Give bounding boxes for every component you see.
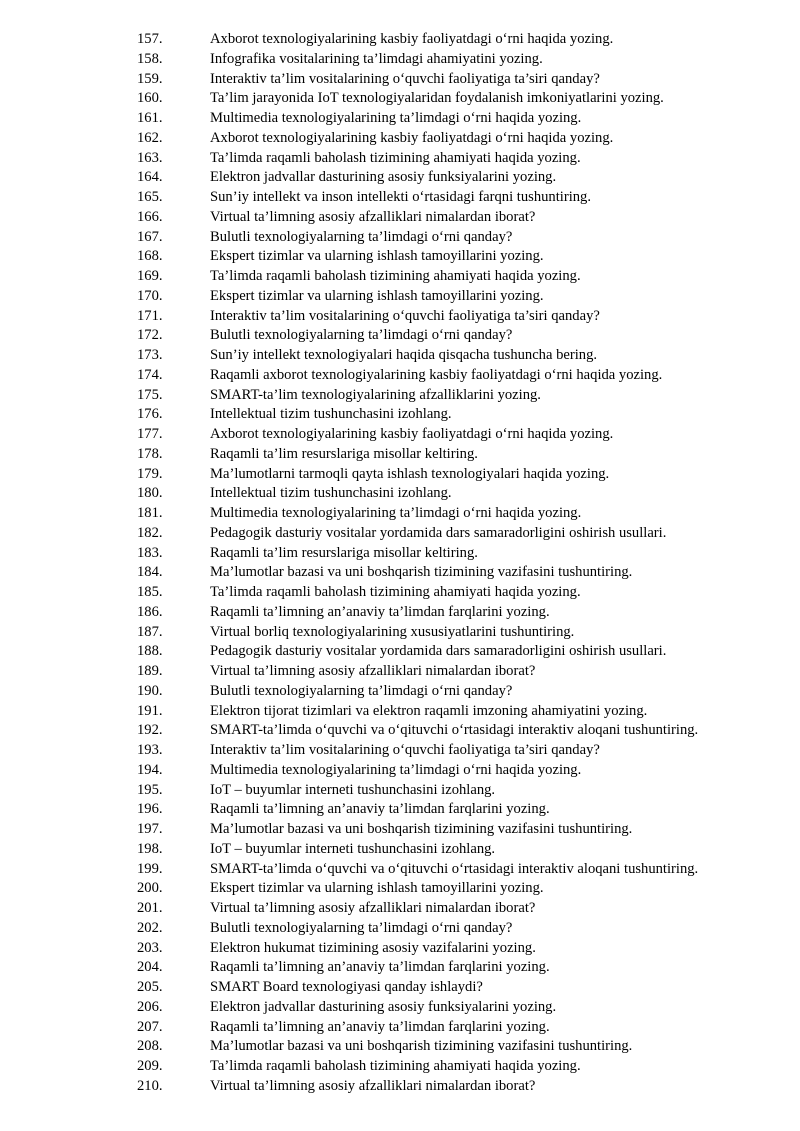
question-list	[0, 30, 800, 1097]
list-item	[0, 1037, 800, 1057]
list-item	[0, 623, 800, 643]
item-text: Multimedia texnologiyalarining ta’limdagi o‘rni haqida yozing.	[210, 761, 582, 778]
item-number: 209.	[137, 1058, 163, 1074]
list-item	[0, 800, 800, 820]
item-text: Infografika vositalarining ta’limdagi ahamiyatini yozing.	[210, 50, 543, 67]
item-number: 193.	[137, 742, 163, 758]
item-number: 176.	[137, 406, 163, 423]
list-item	[0, 425, 800, 445]
item-text: Ta’limda raqamli baholash tizimining ahamiyati haqida yozing.	[210, 584, 581, 600]
list-item	[0, 682, 800, 702]
item-number: 187.	[137, 623, 163, 640]
item-text: Raqamli ta’limning an’anaviy ta’limdan farqlarini yozing.	[210, 959, 550, 976]
item-text: Raqamli ta’limning an’anaviy ta’limdan farqlarini yozing.	[210, 801, 550, 818]
item-number: 180.	[137, 485, 163, 502]
list-item	[0, 958, 800, 978]
list-item	[0, 603, 800, 623]
list-item	[0, 405, 800, 425]
item-text: Virtual ta’limning asosiy afzalliklari nimalardan iborat?	[210, 900, 536, 916]
item-text: Bulutli texnologiyalarning ta’limdagi o‘rni qanday?	[210, 327, 513, 344]
list-item	[0, 702, 800, 722]
item-text: Ta’limda raqamli baholash tizimining ahamiyati haqida yozing.	[210, 149, 581, 166]
list-item	[0, 149, 800, 169]
item-number: 201.	[137, 900, 163, 916]
list-item	[0, 583, 800, 603]
item-text: SMART-ta’limda o‘quvchi va o‘qituvchi o‘rtasidagi interaktiv aloqani tushuntiring.	[210, 860, 699, 877]
list-item	[0, 781, 800, 801]
item-number: 177.	[137, 426, 163, 442]
list-item	[0, 70, 800, 90]
item-text: Elektron jadvallar dasturining asosiy funksiyalarini yozing.	[210, 998, 557, 1015]
item-text: Bulutli texnologiyalarning ta’limdagi o‘rni qanday?	[210, 682, 513, 699]
item-text: Bulutli texnologiyalarning ta’limdagi o‘rni qanday?	[210, 228, 513, 245]
list-item	[0, 208, 800, 228]
item-text: Sun’iy intellekt va inson intellekti o‘rtasidagi farqni tushuntiring.	[210, 189, 591, 205]
item-text: Pedagogik dasturiy vositalar yordamida dars samaradorligini oshirish usullari.	[210, 643, 667, 660]
item-text: Ta’limda raqamli baholash tizimining ahamiyati haqida yozing.	[210, 268, 581, 284]
item-text: Interaktiv ta’lim vositalarining o‘quvchi faoliyatiga ta’siri qanday?	[210, 307, 600, 324]
item-number: 167.	[137, 228, 163, 245]
item-number: 198.	[137, 840, 163, 857]
list-item	[0, 109, 800, 129]
list-item	[0, 484, 800, 504]
item-number: 173.	[137, 347, 163, 363]
list-item	[0, 642, 800, 662]
list-item	[0, 1018, 800, 1038]
item-text: Bulutli texnologiyalarning ta’limdagi o‘rni qanday?	[210, 919, 513, 936]
list-item	[0, 820, 800, 840]
item-text: Axborot texnologiyalarining kasbiy faoliyatdagi o‘rni haqida yozing.	[210, 426, 614, 442]
item-number: 190.	[137, 682, 163, 699]
item-text: Ekspert tizimlar va ularning ishlash tamoyillarini yozing.	[210, 248, 544, 265]
item-number: 189.	[137, 663, 163, 679]
item-number: 197.	[137, 821, 163, 837]
item-number: 163.	[137, 149, 163, 166]
item-text: Pedagogik dasturiy vositalar yordamida dars samaradorligini oshirish usullari.	[210, 524, 667, 541]
item-text: Elektron tijorat tizimlari va elektron raqamli imzoning ahamiyatini yozing.	[210, 702, 648, 719]
item-text: Virtual ta’limning asosiy afzalliklari nimalardan iborat?	[210, 1077, 536, 1094]
item-number: 171.	[137, 307, 163, 324]
item-number: 169.	[137, 268, 163, 284]
item-text: Elektron jadvallar dasturining asosiy funksiyalarini yozing.	[210, 169, 557, 186]
item-text: IoT – buyumlar interneti tushunchasini izohlang.	[210, 781, 496, 798]
item-number: 206.	[137, 998, 163, 1015]
item-number: 185.	[137, 584, 163, 600]
item-text: Virtual ta’limning asosiy afzalliklari nimalardan iborat?	[210, 208, 536, 225]
item-number: 168.	[137, 248, 163, 265]
item-text: Raqamli ta’limning an’anaviy ta’limdan farqlarini yozing.	[210, 603, 550, 620]
item-text: SMART-ta’lim texnologiyalarining afzalliklarini yozing.	[210, 386, 541, 403]
item-number: 186.	[137, 603, 163, 620]
item-text: Virtual ta’limning asosiy afzalliklari nimalardan iborat?	[210, 663, 536, 679]
item-number: 210.	[137, 1077, 163, 1094]
item-number: 158.	[137, 50, 163, 67]
item-text: Raqamli ta’lim resurslariga misollar keltiring.	[210, 445, 478, 462]
item-text: Axborot texnologiyalarining kasbiy faoliyatdagi o‘rni haqida yozing.	[210, 31, 614, 47]
item-number: 191.	[137, 702, 163, 719]
list-item	[0, 247, 800, 267]
item-text: Ta’limda raqamli baholash tizimining ahamiyati haqida yozing.	[210, 1058, 581, 1074]
item-text: Multimedia texnologiyalarining ta’limdagi o‘rni haqida yozing.	[210, 505, 582, 521]
item-number: 208.	[137, 1038, 163, 1055]
list-item	[0, 30, 800, 50]
list-item	[0, 386, 800, 406]
list-item	[0, 1057, 800, 1077]
list-item	[0, 524, 800, 544]
item-text: Elektron hukumat tizimining asosiy vazifalarini yozing.	[210, 939, 536, 956]
item-text: SMART-ta’limda o‘quvchi va o‘qituvchi o‘rtasidagi interaktiv aloqani tushuntiring.	[210, 722, 699, 739]
list-item	[0, 919, 800, 939]
item-text: Ekspert tizimlar va ularning ishlash tamoyillarini yozing.	[210, 287, 544, 304]
list-item	[0, 741, 800, 761]
item-text: Multimedia texnologiyalarining ta’limdagi o‘rni haqida yozing.	[210, 110, 582, 126]
list-item	[0, 228, 800, 248]
item-text: Sun’iy intellekt texnologiyalari haqida qisqacha tushuncha bering.	[210, 347, 598, 363]
item-text: Ma’lumotlar bazasi va uni boshqarish tizimining vazifasini tushuntiring.	[210, 564, 633, 581]
list-item	[0, 287, 800, 307]
item-number: 204.	[137, 959, 163, 976]
list-item	[0, 445, 800, 465]
item-number: 160.	[137, 90, 163, 107]
list-item	[0, 89, 800, 109]
item-number: 202.	[137, 919, 163, 936]
list-item	[0, 879, 800, 899]
list-item	[0, 465, 800, 485]
list-item	[0, 721, 800, 741]
item-number: 162.	[137, 129, 163, 146]
list-item	[0, 662, 800, 682]
item-number: 179.	[137, 465, 163, 482]
item-text: Interaktiv ta’lim vositalarining o‘quvchi faoliyatiga ta’siri qanday?	[210, 70, 600, 87]
list-item	[0, 1077, 800, 1097]
list-item	[0, 998, 800, 1018]
list-item	[0, 978, 800, 998]
item-number: 165.	[137, 189, 163, 205]
item-number: 203.	[137, 939, 163, 956]
list-item	[0, 563, 800, 583]
list-item	[0, 504, 800, 524]
item-text: Intellektual tizim tushunchasini izohlang.	[210, 485, 452, 502]
item-number: 200.	[137, 880, 163, 897]
list-item	[0, 307, 800, 327]
item-text: Ma’lumotlarni tarmoqli qayta ishlash texnologiyalari haqida yozing.	[210, 465, 610, 482]
item-number: 181.	[137, 505, 163, 521]
item-text: Ma’lumotlar bazasi va uni boshqarish tizimining vazifasini tushuntiring.	[210, 821, 633, 837]
item-number: 159.	[137, 70, 163, 87]
item-text: Ta’lim jarayonida IoT texnologiyalaridan foydalanish imkoniyatlarini yozing.	[210, 90, 664, 107]
item-number: 205.	[137, 979, 163, 995]
list-item	[0, 761, 800, 781]
list-item	[0, 346, 800, 366]
list-item	[0, 366, 800, 386]
item-number: 174.	[137, 366, 163, 383]
list-item	[0, 50, 800, 70]
item-number: 194.	[137, 761, 163, 778]
list-item	[0, 544, 800, 564]
item-number: 170.	[137, 287, 163, 304]
item-text: Axborot texnologiyalarining kasbiy faoliyatdagi o‘rni haqida yozing.	[210, 129, 614, 146]
item-text: Virtual borliq texnologiyalarining xususiyatlarini tushuntiring.	[210, 623, 575, 640]
item-number: 199.	[137, 860, 163, 877]
item-number: 184.	[137, 564, 163, 581]
item-text: Raqamli axborot texnologiyalarining kasbiy faoliyatdagi o‘rni haqida yozing.	[210, 366, 663, 383]
list-item	[0, 267, 800, 287]
list-item	[0, 188, 800, 208]
item-number: 195.	[137, 781, 163, 798]
item-number: 192.	[137, 722, 163, 739]
item-text: Raqamli ta’lim resurslariga misollar keltiring.	[210, 544, 478, 561]
item-number: 166.	[137, 208, 163, 225]
list-item	[0, 129, 800, 149]
item-number: 183.	[137, 544, 163, 561]
item-text: Intellektual tizim tushunchasini izohlang.	[210, 406, 452, 423]
item-number: 188.	[137, 643, 163, 660]
list-item	[0, 840, 800, 860]
item-number: 175.	[137, 386, 163, 403]
item-text: Raqamli ta’limning an’anaviy ta’limdan farqlarini yozing.	[210, 1018, 550, 1035]
item-text: SMART Board texnologiyasi qanday ishlaydi?	[210, 979, 483, 995]
list-item	[0, 860, 800, 880]
item-number: 207.	[137, 1018, 163, 1035]
item-text: IoT – buyumlar interneti tushunchasini izohlang.	[210, 840, 496, 857]
list-item	[0, 899, 800, 919]
item-text: Interaktiv ta’lim vositalarining o‘quvchi faoliyatiga ta’siri qanday?	[210, 742, 600, 758]
item-number: 161.	[137, 110, 163, 126]
item-number: 172.	[137, 327, 163, 344]
list-item	[0, 168, 800, 188]
item-number: 164.	[137, 169, 163, 186]
item-text: Ma’lumotlar bazasi va uni boshqarish tizimining vazifasini tushuntiring.	[210, 1038, 633, 1055]
item-number: 182.	[137, 524, 163, 541]
list-item	[0, 326, 800, 346]
list-item	[0, 939, 800, 959]
item-number: 196.	[137, 801, 163, 818]
item-number: 157.	[137, 31, 163, 47]
item-text: Ekspert tizimlar va ularning ishlash tamoyillarini yozing.	[210, 880, 544, 897]
item-number: 178.	[137, 445, 163, 462]
